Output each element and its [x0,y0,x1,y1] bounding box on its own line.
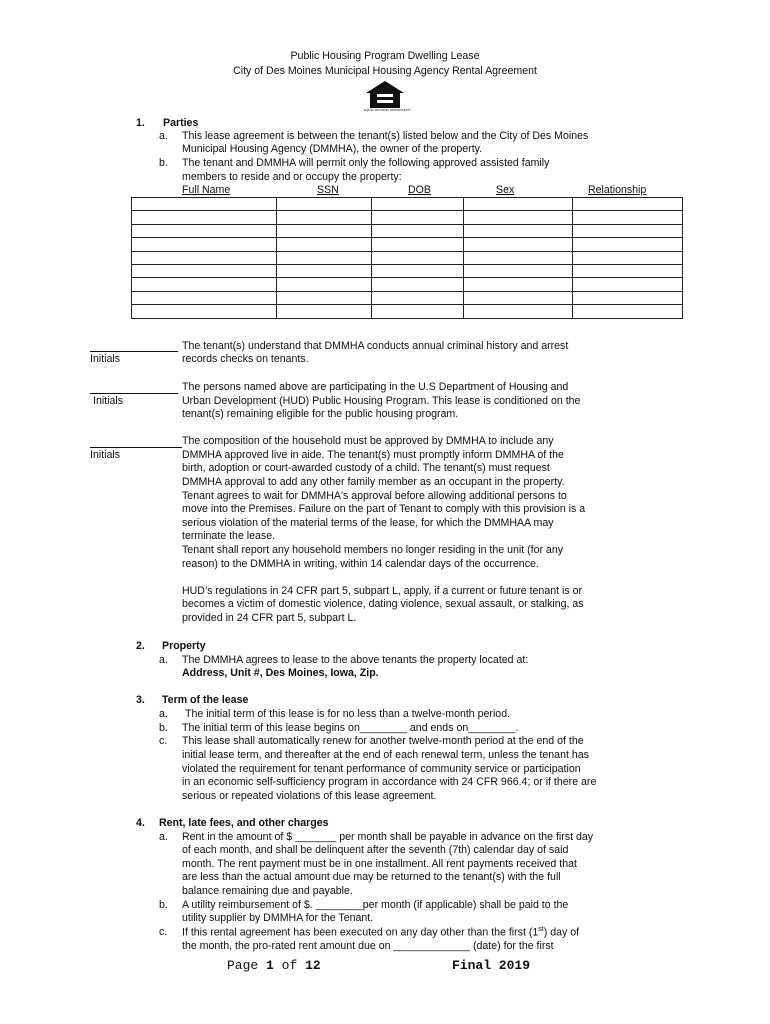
table-cell[interactable] [132,224,277,237]
section-1b-line: members to reside and or occupy the property: [182,171,402,183]
initials-signature-line[interactable] [90,447,182,448]
initials-paragraph-line: tenant(s) remaining eligible for the public housing program. [182,408,459,420]
initials-paragraph-line: terminate the lease. [182,530,276,542]
column-header-ssn: SSN [317,184,339,196]
section-2-number: 2. [136,640,145,652]
document-subtitle: City of Des Moines Municipal Housing Agency Rental Agreement [233,65,537,77]
section-4a-line: of each month, and shall be delinquent after the seventh (7th) calendar day of said [182,844,569,856]
section-3b-text: The initial term of this lease begins on________ and ends on________. [182,722,519,734]
table-cell[interactable] [132,264,277,277]
page-total: 12 [305,958,321,973]
table-row [132,305,683,318]
section-1-heading: Parties [163,117,199,129]
section-3c-line: serious or repeated violations of this lease agreement. [182,790,437,802]
initials-paragraph-line: move into the Premises. Failure on the part of Tenant to comply with this provision is a [182,503,586,515]
section-3c-line: initial lease term, and thereafter at the end of each renewal term, unless the tenant has [182,749,589,761]
table-cell[interactable] [464,278,573,291]
table-row [132,224,683,237]
section-4a-line: Rent in the amount of $ _______ per month shall be payable in advance on the first day [182,831,594,843]
table-cell[interactable] [464,198,573,211]
table-cell[interactable] [464,224,573,237]
section-2-heading: Property [162,640,206,652]
initials-paragraph-line: DMMHA approved live in aide. The tenant(s) must promptly inform DMMHA of the [182,449,564,461]
table-cell[interactable] [277,211,372,224]
section-4-number: 4. [136,817,145,829]
section-3c-line: in an economic self-sufficiency program in accordance with 24 CFR 966.4; or if there are [182,776,597,788]
section-3c-line: This lease shall automatically renew for another twelve-month period at the end of the [182,735,584,747]
table-cell[interactable] [372,251,464,264]
table-cell[interactable] [277,238,372,251]
property-address: Address, Unit #, Des Moines, Iowa, Zip. [182,667,379,679]
table-row [132,238,683,251]
section-4c-line [182,926,579,939]
table-row [132,291,683,304]
table-cell[interactable] [573,238,683,251]
initials-label: Initials [93,395,124,407]
table-row [132,251,683,264]
section-4-heading: Rent, late fees, and other charges [159,817,329,829]
section-1-number: 1. [136,117,145,129]
initials-paragraph-line: The tenant(s) understand that DMMHA conducts annual criminal history and arrest [182,340,569,352]
section-4c-line: the month, the pro-rated rent amount due on _____________ (date) for the first [182,940,554,952]
table-cell[interactable] [464,211,573,224]
table-cell[interactable] [573,198,683,211]
table-cell[interactable] [573,224,683,237]
table-cell[interactable] [277,278,372,291]
page-number: 1 [266,958,274,973]
initials-paragraph-line: serious violation of the material terms of the lease, for which the DMMHAA may [182,517,554,529]
initials-signature-line[interactable] [90,351,178,352]
initials-paragraph-line: records checks on tenants. [182,353,309,365]
section-4b-label: b. [159,899,168,911]
table-cell[interactable] [464,305,573,318]
section-1a-line: This lease agreement is between the tenant(s) listed below and the City of Des Moines [182,130,589,142]
hud-regulation-line: provided in 24 CFR part 5, subpart L. [182,612,357,624]
ordinal-suffix: st [538,926,544,933]
table-cell[interactable] [372,291,464,304]
table-cell[interactable] [132,291,277,304]
section-4b-line: A utility reimbursement of $. ________per month (if applicable) shall be paid to the [182,899,569,911]
table-cell[interactable] [132,198,277,211]
table-cell[interactable] [372,278,464,291]
section-3c-line: violated the requirement for tenant performance of community service or participation [182,763,581,775]
initials-paragraph-line: The composition of the household must be approved by DMMHA to include any [182,435,554,447]
table-cell[interactable] [132,211,277,224]
section-3-heading: Term of the lease [162,694,249,706]
section-4c-text: ) day of [543,926,580,939]
section-2a-label: a. [159,654,168,666]
hud-regulation-line: becomes a victim of domestic violence, dating violence, sexual assault, or stalking, as [182,598,584,610]
table-row [132,198,683,211]
initials-paragraph-line: The persons named above are participating in the U.S Department of Housing and [182,381,569,393]
section-4c-label: c. [159,926,168,938]
table-cell[interactable] [464,238,573,251]
table-cell[interactable] [277,198,372,211]
section-3b-label: b. [159,722,168,734]
section-4a-line: are less than the actual amount due may be returned to the tenant(s) with the full [182,871,561,883]
table-cell[interactable] [132,305,277,318]
table-cell[interactable] [464,291,573,304]
table-row [132,264,683,277]
section-4c-text: If this rental agreement has been executed on any day other than the first (1 [182,926,539,939]
initials-paragraph-line: Tenant shall report any household members no longer residing in the unit (for any [182,544,564,556]
table-cell[interactable] [464,264,573,277]
initials-paragraph-line: DMMHA approval to add any other family member as an occupant in the property. [182,476,565,488]
table-cell[interactable] [573,211,683,224]
page-label: Page [227,958,259,973]
table-cell[interactable] [277,224,372,237]
section-4a-label: a. [159,831,168,843]
of-label: of [281,958,298,973]
table-cell[interactable] [372,198,464,211]
table-cell[interactable] [372,211,464,224]
document-title: Public Housing Program Dwelling Lease [290,50,480,62]
table-cell[interactable] [277,264,372,277]
section-1a-label: a. [159,130,168,142]
table-cell[interactable] [277,305,372,318]
table-row [132,211,683,224]
table-cell[interactable] [277,291,372,304]
section-3c-label: c. [159,735,168,747]
table-cell[interactable] [372,238,464,251]
document-status: Final 2019 [452,958,531,973]
section-1b-line: The tenant and DMMHA will permit only the following approved assisted family [182,157,550,169]
section-3a-text: The initial term of this lease is for no less than a twelve-month period. [185,708,511,720]
initials-paragraph-line: birth, adoption or court-awarded custody of a child. The tenant(s) must request [182,462,550,474]
equal-housing-opportunity-icon [364,80,412,116]
column-header-relationship: Relationship [588,184,647,196]
section-1b-label: b. [159,157,168,169]
section-4a-line: month. The rent payment must be in one installment. All rent payments received that [182,858,577,870]
section-3-number: 3. [136,694,145,706]
column-header-dob: DOB [408,184,431,196]
logo-caption: EQUAL HOUSING OPPORTUNITY [364,108,412,112]
table-cell[interactable] [132,238,277,251]
table-cell[interactable] [132,251,277,264]
table-cell[interactable] [132,278,277,291]
page-indicator [227,958,321,973]
column-header-full-name: Full Name [182,184,231,196]
table-cell[interactable] [372,264,464,277]
table-cell[interactable] [573,291,683,304]
table-cell[interactable] [573,251,683,264]
section-1a-line: Municipal Housing Agency (DMMHA), the owner of the property. [182,143,483,155]
table-row [132,278,683,291]
initials-signature-line[interactable] [90,393,178,394]
initials-paragraph-line: reason) to the DMMHA in writing, within 14 calendar days of the occurrence. [182,558,539,570]
table-cell[interactable] [573,264,683,277]
initials-label: Initials [90,449,121,461]
household-members-table [131,197,683,319]
table-cell[interactable] [372,305,464,318]
table-cell[interactable] [573,278,683,291]
table-cell[interactable] [277,251,372,264]
section-4b-line: utility supplier by DMMHA for the Tenant. [182,912,374,924]
section-3a-label: a. [159,708,168,720]
initials-paragraph-line: Tenant agrees to wait for DMMHA's approval before allowing additional persons to [182,490,567,502]
initials-paragraph-line: Urban Development (HUD) Public Housing Program. This lease is conditioned on the [182,395,581,407]
table-cell[interactable] [464,251,573,264]
initials-label: Initials [90,353,121,365]
hud-regulation-line: HUD’s regulations in 24 CFR part 5, subpart L, apply, if a current or future tenant is or [182,585,583,597]
section-2a-text: The DMMHA agrees to lease to the above tenants the property located at: [182,654,529,666]
section-4a-line: balance remaining due and payable. [182,885,353,897]
table-cell[interactable] [372,224,464,237]
table-cell[interactable] [573,305,683,318]
column-header-sex: Sex [496,184,515,196]
